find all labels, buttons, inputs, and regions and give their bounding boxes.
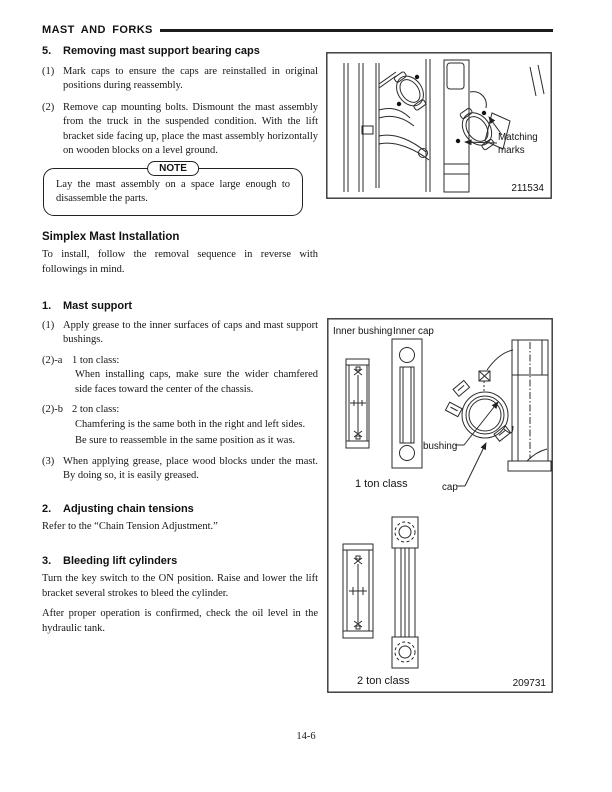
chain-text: Refer to the “Chain Tension Adjustment.” <box>42 521 218 532</box>
figure-bushings-caps <box>327 318 553 693</box>
item-text: When installing caps, make sure the wider chamfered side faces toward the center of the chassis. <box>75 369 318 395</box>
section-heading-installation: Simplex Mast Installation <box>42 230 180 243</box>
bleeding-paragraph-2: After proper operation is confirmed, check the oil level in the hydraulic tank. <box>42 608 318 634</box>
item-text-2: Be sure to reassemble in the same position as it was. <box>75 435 296 446</box>
item-text: Chamfering is the same both in the right and left sides. <box>75 418 306 430</box>
section-number: 5. <box>42 45 52 57</box>
two-ton-class-label: 2 ton class <box>357 675 410 687</box>
subsection-heading-bleeding <box>42 554 318 569</box>
subsection-title: Mast support <box>63 300 133 312</box>
subsection-heading-mast-support <box>42 299 318 314</box>
header-rule <box>160 29 553 32</box>
cap-label: cap <box>442 482 458 493</box>
matching-marks-label-line2: marks <box>498 145 525 156</box>
list-item <box>42 65 318 94</box>
subsection-number: 2. <box>42 502 52 515</box>
item-text: Remove cap mounting bolts. Dismount the mast assembly from the truck in the suspended condition. With the lift bracket side facing up, place the mast assembly horizontally on wooden blocks on a level ground. <box>63 101 318 156</box>
inner-bushing-label: Inner bushing <box>333 326 393 337</box>
item-number: (2)-a <box>42 354 63 366</box>
item-number: (2)-b <box>42 404 63 415</box>
text-column <box>42 44 318 636</box>
list-item <box>42 403 318 449</box>
figure-number: 209731 <box>512 678 546 689</box>
list-item <box>42 455 318 484</box>
installation-intro: To install, follow the removal sequence in reverse with followings in mind. <box>42 249 318 275</box>
item-text: When applying grease, place wood blocks under the mast. By doing so, it is easily greased. <box>63 455 318 481</box>
item-class-title: 1 ton class: <box>72 354 120 366</box>
subsection-title: Adjusting chain tensions <box>63 502 194 515</box>
list-item <box>42 319 318 348</box>
note-box <box>43 162 303 216</box>
item-text: Apply grease to the inner surfaces of caps and mast support bushings. <box>63 319 318 345</box>
subsection-heading-chain <box>42 502 318 517</box>
subsection-number: 3. <box>42 554 52 567</box>
matching-marks-label-line1: Matching <box>498 132 538 143</box>
item-number: (1) <box>42 319 55 331</box>
subsection-number: 1. <box>42 300 52 312</box>
section-title: Removing mast support bearing caps <box>63 45 260 57</box>
inner-cap-label: Inner cap <box>393 326 434 337</box>
item-number: (2) <box>42 101 55 113</box>
figure-matching-marks-drawing <box>326 52 552 199</box>
note-badge: NOTE <box>147 161 199 176</box>
one-ton-class-label: 1 ton class <box>355 478 408 490</box>
list-item <box>42 354 318 398</box>
item-number: (3) <box>42 455 55 467</box>
page-title: MAST AND FORKS <box>42 24 153 36</box>
list-item <box>42 101 318 159</box>
figure-number: 211534 <box>511 183 544 194</box>
item-text: Mark caps to ensure the caps are reinstalled in original positions during reassembly. <box>63 65 318 91</box>
item-class-title: 2 ton class: <box>72 404 120 415</box>
figure-matching-marks <box>326 52 552 199</box>
figure-bushings-caps-drawing <box>327 318 553 693</box>
bushing-label: bushing <box>423 441 458 452</box>
page-header <box>42 24 553 36</box>
bleeding-paragraph-1: Turn the key switch to the ON position. Raise and lower the lift bracket several strokes to bleed the cylinder. <box>42 573 318 599</box>
subsection-title: Bleeding lift cylinders <box>63 554 178 567</box>
item-number: (1) <box>42 65 55 77</box>
page-number: 14-6 <box>296 731 316 742</box>
section-heading-removing <box>42 44 318 59</box>
note-text: Lay the mast assembly on a space large enough to disassemble the parts. <box>56 178 290 204</box>
